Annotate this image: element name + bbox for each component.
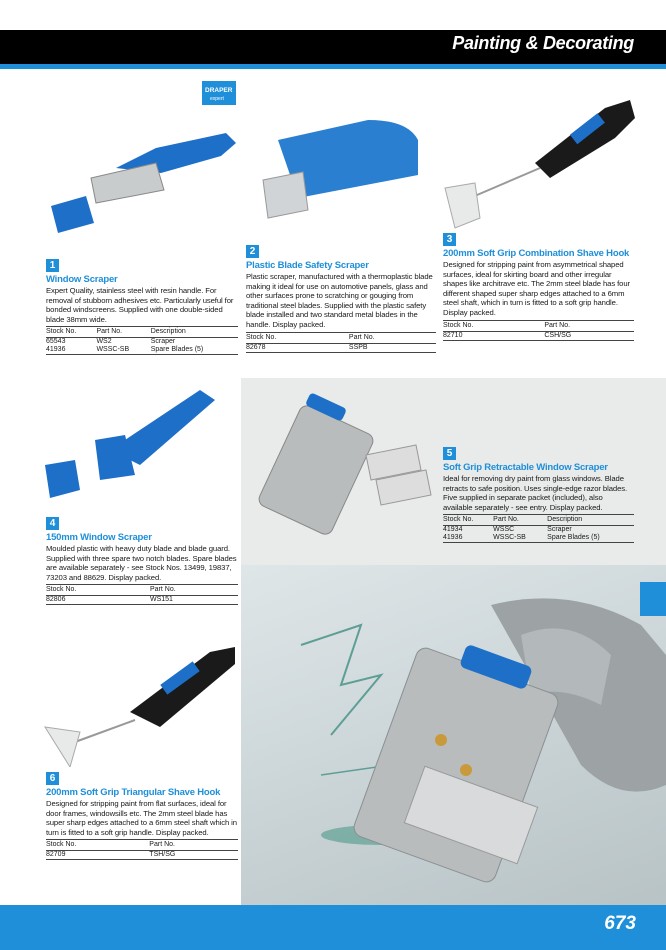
part-no: WSSC-SB	[96, 346, 150, 355]
table-header: Stock No.	[246, 332, 349, 343]
stock-no: 41936	[443, 534, 493, 543]
table-header: Stock No.	[443, 515, 493, 526]
stock-no: 41936	[46, 346, 96, 355]
part-no: SSPB	[349, 343, 436, 352]
product-plastic-blade-scraper	[246, 241, 436, 353]
plastic-blade-scraper-image	[258, 100, 438, 230]
stock-no: 41934	[443, 526, 463, 534]
triangular-shave-hook-image	[40, 632, 240, 767]
logo-text: DRAPER	[205, 87, 233, 94]
window-scraper-image	[46, 78, 246, 238]
stock-no: 65543	[46, 338, 66, 346]
combination-shave-hook-image	[440, 88, 640, 238]
product-number: 5	[443, 447, 456, 460]
table-header: Part No.	[149, 840, 238, 851]
table-row	[46, 338, 238, 347]
product-title: 200mm Soft Grip Combination Shave Hook	[443, 248, 630, 259]
product-description: Ideal for removing dry paint from glass windows. Blade retracts to safe position. Uses single-edge razor blades. Five supplied in separate packet (included), also available separately - see entry. Display packed.	[443, 474, 628, 512]
product-150mm-window-scraper	[46, 513, 238, 605]
table-header: Description	[547, 515, 634, 526]
product-title: 200mm Soft Grip Triangular Shave Hook	[46, 787, 221, 798]
product-number: 4	[46, 517, 59, 530]
product-number: 6	[46, 772, 59, 785]
logo-subtext: expert	[210, 96, 224, 102]
page-number: 673	[604, 913, 636, 934]
product-spec-table	[443, 514, 634, 543]
product-number: 2	[246, 245, 259, 258]
page-footer	[0, 905, 666, 950]
product-spec-table	[246, 332, 436, 353]
part-no: WS2	[96, 338, 112, 346]
item-description: Spare Blades (5)	[547, 534, 634, 543]
table-row	[46, 596, 238, 605]
product-triangular-shave-hook	[46, 768, 238, 860]
product-spec-table	[46, 326, 238, 355]
table-header: Description	[151, 327, 238, 338]
table-header: Stock No.	[46, 840, 149, 851]
scraper-in-use-photo	[241, 565, 666, 905]
retractable-window-scraper-image	[246, 385, 436, 535]
part-no: WSSC-SB	[493, 534, 547, 543]
product-description: Expert Quality, stainless steel with resin handle. For removal of stubborn adhesives etc. Particularly useful for bonded windscreens. Supplied with one double-sided blade 38mm wide.	[46, 286, 234, 324]
table-header: Part No.	[493, 515, 547, 526]
table-row	[443, 331, 634, 340]
part-no: CSH/SG	[544, 331, 634, 340]
section-title: Painting & Decorating	[452, 33, 634, 53]
product-title: Window Scraper	[46, 274, 118, 285]
table-header: Stock No.	[46, 585, 150, 596]
part-no: WS151	[150, 596, 238, 605]
stock-no: 82678	[246, 343, 349, 352]
product-description: Designed for stripping paint from asymmetrical shaped surfaces, ideal for skirting board and other irregular shapes like architrave etc. The 2mm steel blade has four different shaped super sharp edges attached to a 6mm steel shaft, which in turn is fitted to a soft grip handle. Display packed.	[443, 260, 630, 317]
table-row	[46, 346, 238, 355]
draper-expert-logo	[202, 81, 236, 105]
product-spec-table	[46, 584, 238, 605]
product-spec-table	[443, 320, 634, 341]
product-title: Soft Grip Retractable Window Scraper	[443, 462, 608, 473]
table-row	[443, 534, 634, 543]
table-row	[443, 526, 634, 535]
product-retractable-window-scraper	[443, 443, 634, 543]
product-description: Plastic scraper, manufactured with a thermoplastic blade making it ideal for use on automotive panels, glass and other surfaces prone to scratching or gouging from traditional steel blades. Supplied with the plastic safety blade installed and two standard metal blades in the handle. Display packed.	[246, 272, 433, 329]
table-header: Stock No.	[443, 320, 544, 331]
product-title: Plastic Blade Safety Scraper	[246, 260, 369, 271]
product-description: Moulded plastic with heavy duty blade and blade guard. Supplied with three spare two notch blades. Spare blades are available separately - see Stock Nos. 13499, 19837, 73203 and 88629. Display packed.	[46, 544, 237, 582]
header-accent-bar	[0, 64, 666, 69]
product-combination-shave-hook	[443, 229, 634, 341]
product-number: 1	[46, 259, 59, 272]
table-header: Part No.	[349, 332, 436, 343]
table-header: Stock No.	[46, 327, 96, 338]
item-description: Spare Blades (5)	[151, 346, 238, 355]
item-description: Scraper	[547, 526, 572, 534]
scraper-in-use-illustration	[241, 565, 666, 905]
table-header: Part No.	[150, 585, 238, 596]
product-spec-table	[46, 839, 238, 860]
table-row	[46, 851, 238, 860]
product-description: Designed for stripping paint from flat surfaces, ideal for door frames, windowsills etc. The 2mm steel blade has super sharp edges attached to a 6mm steel shaft which in turn is fitted to a soft grip handle. Display packed.	[46, 799, 237, 837]
table-header: Part No.	[96, 327, 150, 338]
page-header	[0, 30, 666, 64]
product-title: 150mm Window Scraper	[46, 532, 152, 543]
stock-no: 82709	[46, 851, 149, 860]
stock-no: 82806	[46, 596, 150, 605]
stock-no: 82710	[443, 331, 544, 340]
part-no: WSSC	[493, 526, 515, 534]
product-number: 3	[443, 233, 456, 246]
item-description: Scraper	[150, 338, 176, 346]
table-row	[246, 343, 436, 352]
150mm-window-scraper-image	[40, 380, 230, 515]
table-header: Part No.	[544, 320, 634, 331]
part-no: TSH/SG	[149, 851, 238, 860]
product-window-scraper	[46, 255, 238, 355]
section-side-tab	[640, 582, 666, 616]
